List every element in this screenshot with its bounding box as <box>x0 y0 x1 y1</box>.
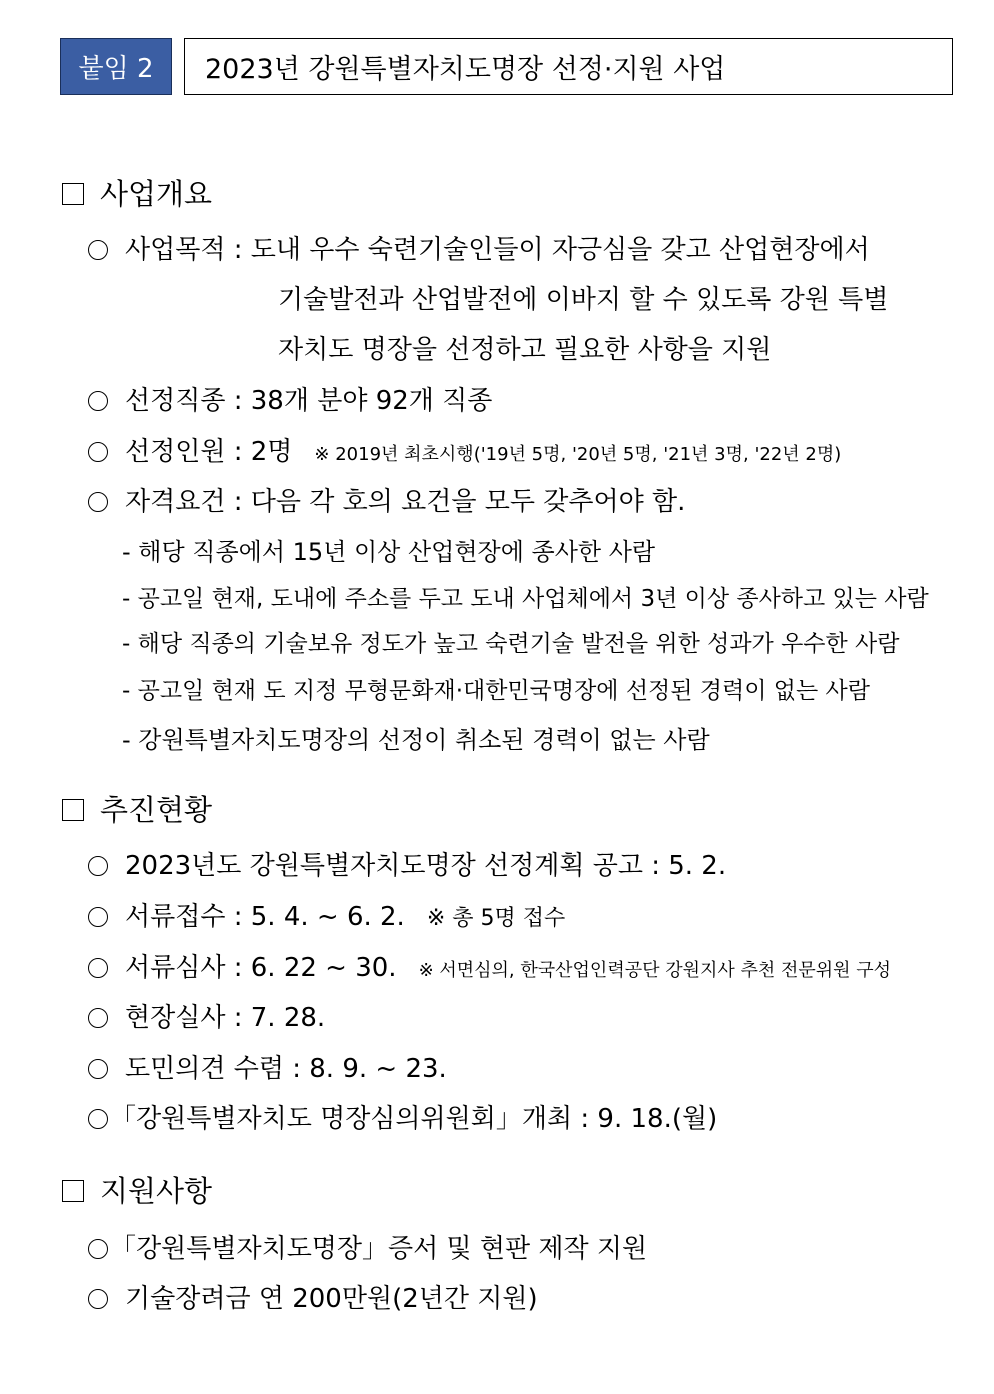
note-text: ※ 총 5명 접수 <box>426 906 566 931</box>
list-item-committee-meeting: 「강원특별자치도 명장심의위원회」개최 : 9. 18.(월) <box>88 1098 717 1135</box>
section-heading-support: 지원사항 <box>62 1169 212 1210</box>
circle-bullet-icon <box>88 1239 108 1259</box>
note-text: ※ 서면심의, 한국산업인력공단 강원지사 추천 전문위원 구성 <box>418 960 892 981</box>
circle-bullet-icon <box>88 492 108 512</box>
note-text: ※ 2019년 최초시행('19년 5명, '20년 5명, '21년 3명, '22년 2명) <box>314 444 842 465</box>
list-item-document-submission: 서류접수 : 5. 4. ~ 6. 2. ※ 총 5명 접수 <box>88 896 565 933</box>
list-item-grant: 기술장려금 연 200만원(2년간 지원) <box>88 1278 538 1315</box>
square-bullet-icon <box>62 799 84 821</box>
circle-bullet-icon <box>88 1059 108 1079</box>
list-item-purpose-continued-2: 자치도 명장을 선정하고 필요한 사항을 지원 <box>278 335 772 365</box>
attachment-tag: 붙임 2 <box>60 38 172 95</box>
list-item-document-review: 서류심사 : 6. 22 ~ 30. ※ 서면심의, 한국산업인력공단 강원지사 추천 전문위원 구성 <box>88 947 891 984</box>
list-item-public-opinion: 도민의견 수렴 : 8. 9. ~ 23. <box>88 1048 447 1085</box>
circle-bullet-icon <box>88 856 108 876</box>
square-bullet-icon <box>62 183 84 205</box>
sub-item: - 해당 직종에서 15년 이상 산업현장에 종사한 사람 <box>122 538 656 566</box>
circle-bullet-icon <box>88 391 108 411</box>
list-item-purpose: 사업목적 : 도내 우수 숙련기술인들이 자긍심을 갖고 산업현장에서 <box>88 229 870 266</box>
circle-bullet-icon <box>88 1289 108 1309</box>
sub-item: - 강원특별자치도명장의 선정이 취소된 경력이 없는 사람 <box>122 726 710 754</box>
list-item-announcement: 2023년도 강원특별자치도명장 선정계획 공고 : 5. 2. <box>88 845 726 882</box>
list-item-purpose-continued-1: 기술발전과 산업발전에 이바지 할 수 있도록 강원 특별 <box>278 285 889 315</box>
list-item-selected-count: 선정인원 : 2명 ※ 2019년 최초시행('19년 5명, '20년 5명, '21년 3명, '22년 2명) <box>88 431 841 468</box>
list-item-site-inspection: 현장실사 : 7. 28. <box>88 997 325 1034</box>
sub-item: - 공고일 현재 도 지정 무형문화재·대한민국명장에 선정된 경력이 없는 사람 <box>122 678 870 704</box>
circle-bullet-icon <box>88 1109 108 1129</box>
circle-bullet-icon <box>88 240 108 260</box>
sub-item: - 해당 직종의 기술보유 정도가 높고 숙련기술 발전을 위한 성과가 우수한 사람 <box>122 631 900 657</box>
section-heading-overview: 사업개요 <box>62 172 212 213</box>
square-bullet-icon <box>62 1180 84 1202</box>
list-item-qualifications: 자격요건 : 다음 각 호의 요건을 모두 갖추어야 함. <box>88 481 685 518</box>
circle-bullet-icon <box>88 442 108 462</box>
sub-item: - 공고일 현재, 도내에 주소를 두고 도내 사업체에서 3년 이상 종사하고 있는 사람 <box>122 586 929 612</box>
document-title <box>184 38 953 95</box>
section-heading-progress: 추진현황 <box>62 788 212 829</box>
circle-bullet-icon <box>88 958 108 978</box>
list-item-certificate: 「강원특별자치도명장」증서 및 현판 제작 지원 <box>88 1228 647 1265</box>
circle-bullet-icon <box>88 1008 108 1028</box>
circle-bullet-icon <box>88 907 108 927</box>
document-title-text: 2023년 강원특별자치도명장 선정·지원 사업 <box>205 54 726 85</box>
list-item-occupations: 선정직종 : 38개 분야 92개 직종 <box>88 380 492 417</box>
